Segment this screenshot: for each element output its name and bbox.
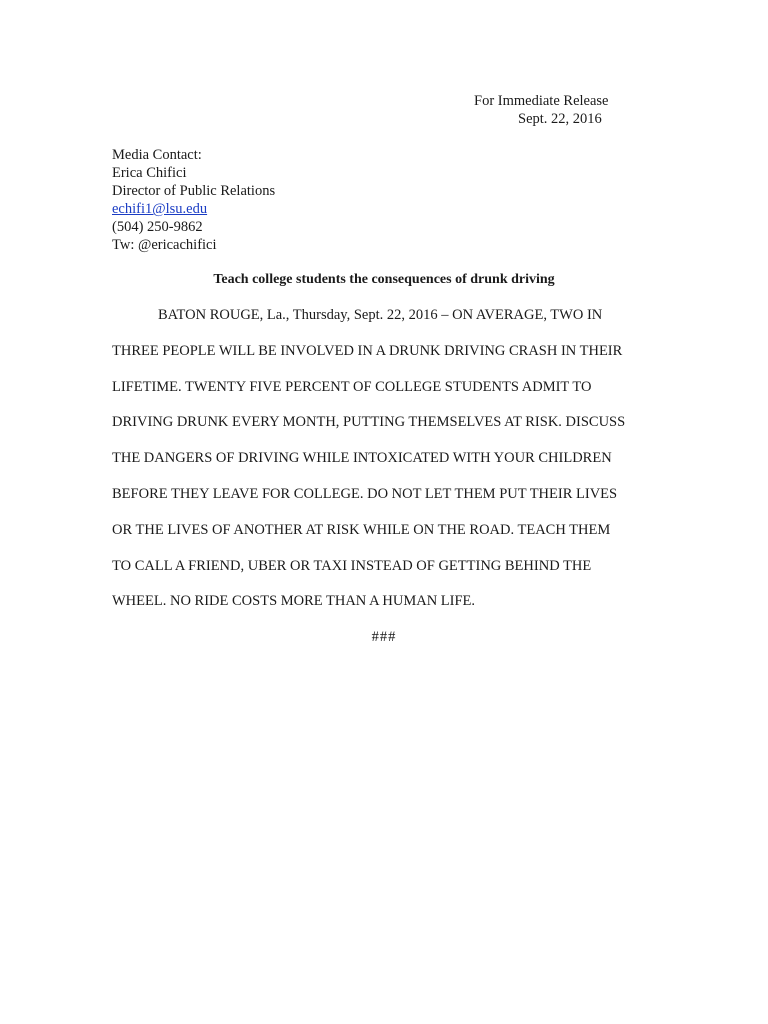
body-line: BEFORE THEY LEAVE FOR COLLEGE. DO NOT LET THEM PUT THEIR LIVES [112,485,618,502]
body-line: THE DANGERS OF DRIVING WHILE INTOXICATED WITH YOUR CHILDREN [112,450,612,467]
media-contact-block [112,146,275,254]
body-line: BATON ROUGE, La., Thursday, Sept. 22, 2016 – ON AVERAGE, TWO IN [158,307,603,323]
headline: Teach college students the consequences of drunk driving [213,272,555,287]
contact-twitter: Tw: @ericachifici [112,237,217,253]
contact-name: Erica Chifici [112,165,187,181]
release-label: For Immediate Release [474,93,609,109]
contact-email-link[interactable]: echifi1@lsu.edu [112,201,208,217]
body-line: OR THE LIVES OF ANOTHER AT RISK WHILE ON THE ROAD. TEACH THEM [112,521,611,538]
contact-title: Director of Public Relations [112,183,276,199]
body-line: THREE PEOPLE WILL BE INVOLVED IN A DRUNK DRIVING CRASH IN THEIR [112,342,623,359]
body-paragraph [112,305,664,627]
end-mark: ### [371,629,397,645]
contact-phone: (504) 250-9862 [112,219,203,235]
body-line: LIFETIME. TWENTY FIVE PERCENT OF COLLEGE STUDENTS ADMIT TO [112,378,592,395]
body-line: DRIVING DRUNK EVERY MONTH, PUTTING THEMSELVES AT RISK. DISCUSS [112,414,626,431]
contact-heading: Media Contact: [112,147,202,163]
body-line: WHEEL. NO RIDE COSTS MORE THAN A HUMAN LIFE. [112,593,476,610]
release-block [474,92,608,128]
release-date: Sept. 22, 2016 [518,111,602,127]
body-line: TO CALL A FRIEND, UBER OR TAXI INSTEAD OF GETTING BEHIND THE [112,557,592,574]
